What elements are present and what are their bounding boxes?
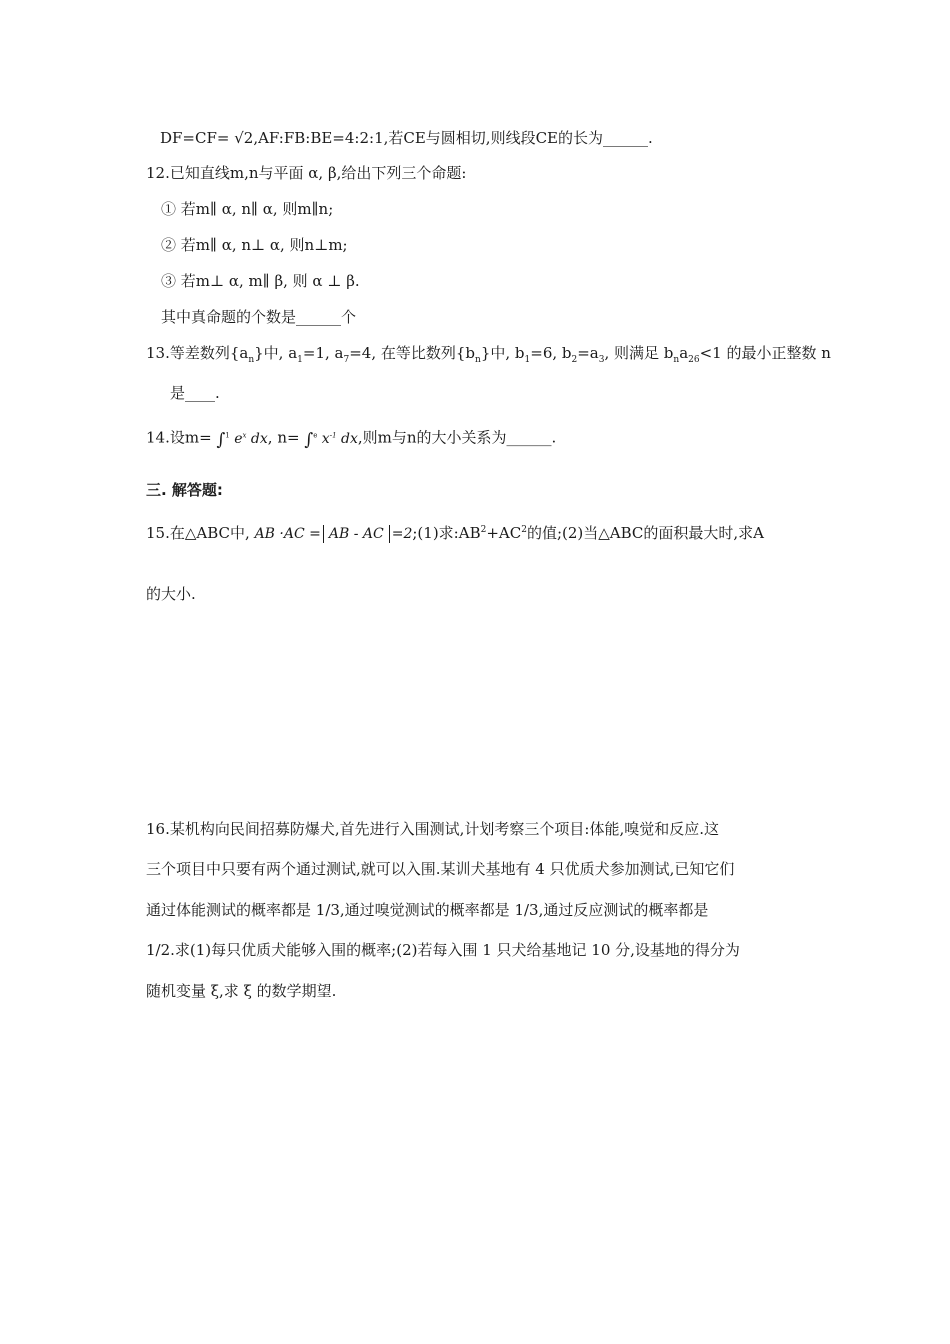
q12-proposition-3: ③ 若m⊥ α, m∥ β, 则 α ⊥ β. xyxy=(161,272,360,290)
q15-line-1: 15.在△ABC中, AB ·AC = AB - AC =2;(1)求$:AB^2+AC^2$的值;(2)当△ABC的面积最大时,求A xyxy=(146,524,765,542)
q13-line-1: 13.等差数列$\{a_n\}$中, $a_1=1$, $a_7=4$, 在等比数列$\{b_n\}$中, $b_1=6$, $b_2=a_3$, 则满足 $b_na_{26}<1$ 的最小正整数 n xyxy=(146,344,831,365)
q12-proposition-2: ② 若m∥ α, n⊥ α, 则n⊥m; xyxy=(161,236,348,254)
q16-line-4: 1/2.求(1)每只优质犬能够入围的概率;(2)若每入围 1 只犬给基地记 10 分,设基地的得分为 xyxy=(146,941,740,959)
q11-tail: DF=CF= √2,AF:FB:BE=4:2:1,若CE与圆相切,则线段CE的长为______. xyxy=(160,129,653,147)
integral-sign-icon: ∫ xyxy=(216,429,226,450)
q12-ask: 其中真命题的个数是______个 xyxy=(161,308,357,326)
q12-stem: 12.已知直线m,n与平面 α, β,给出下列三个命题: xyxy=(146,164,467,182)
q16-line-5: 随机变量 ξ,求 ξ 的数学期望. xyxy=(146,982,337,1000)
q15-line-2: 的大小. xyxy=(146,585,196,603)
q12-proposition-1: ① 若m∥ α, n∥ α, 则m∥n; xyxy=(161,200,334,218)
integral-sign-icon: ∫ xyxy=(304,429,314,450)
q16-line-1: 16.某机构向民间招募防爆犬,首先进行入围测试,计划考察三个项目:体能,嗅觉和反应.这 xyxy=(146,820,719,838)
integral-m-formula: ∫$^1$ $e^x$ dx xyxy=(216,429,268,450)
q16-line-3: 通过体能测试的概率都是 1/3,通过嗅觉测试的概率都是 1/3,通过反应测试的概率都是 xyxy=(146,901,709,919)
q13-line-2: 是____. xyxy=(170,384,220,402)
integral-n-formula: ∫$^e$ $x^{-1}$ dx xyxy=(304,429,358,450)
q15-formula: AB ·AC = AB - AC =2 xyxy=(254,526,413,542)
q14-line: 14.设m= ∫$^1$ $e^x$ dx, n= ∫$^e$ $x^{-1}$ dx,则m与n的大小关系为______. xyxy=(146,428,557,450)
section-3-title: 三. 解答题: xyxy=(146,481,223,499)
q16-line-2: 三个项目中只要有两个通过测试,就可以入围.某训犬基地有 4 只优质犬参加测试,已知它们 xyxy=(146,860,735,878)
